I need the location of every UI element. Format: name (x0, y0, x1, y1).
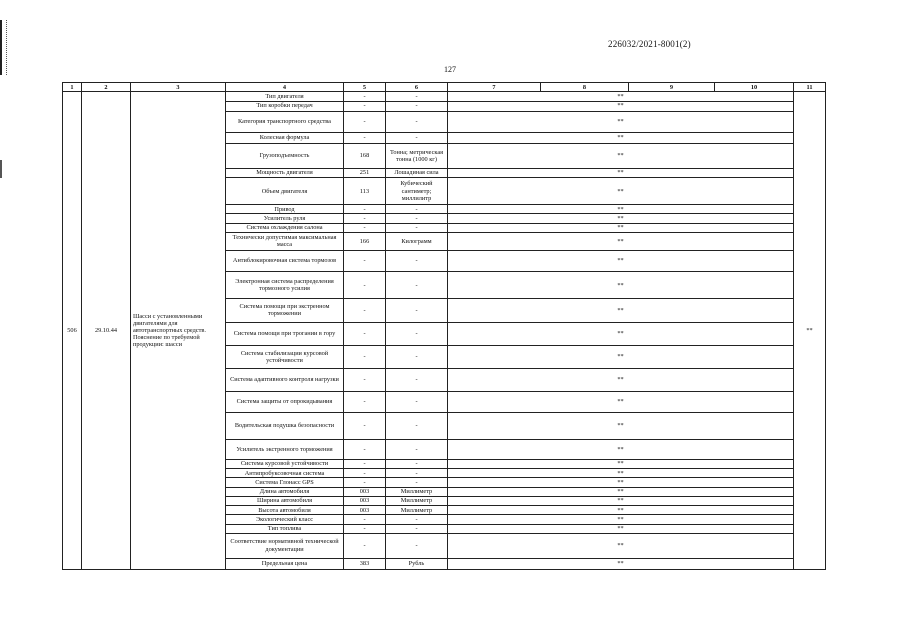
characteristic-unit: - (386, 469, 448, 478)
characteristic-unit: Тонна; метрическая тонна (1000 кг) (386, 144, 448, 169)
characteristic-name: Тип двигателя (226, 92, 344, 101)
characteristic-value: - (344, 299, 386, 323)
column-header-7: 7 (448, 83, 541, 92)
characteristic-mark: ** (448, 178, 794, 205)
characteristic-mark: ** (448, 322, 794, 346)
characteristic-mark: ** (448, 168, 794, 177)
characteristic-name: Соответствие нормативной технической документации (226, 533, 344, 558)
characteristic-mark: ** (448, 478, 794, 487)
characteristic-name: Тип коробки передач (226, 101, 344, 111)
characteristic-name: Водительская подушка безопасности (226, 412, 344, 439)
characteristic-name: Объем двигателя (226, 178, 344, 205)
characteristic-value: 166 (344, 232, 386, 250)
column-header-11: 11 (794, 83, 826, 92)
characteristic-unit: Лошадиная сила (386, 168, 448, 177)
characteristic-mark: ** (448, 111, 794, 132)
characteristic-mark: ** (448, 214, 794, 223)
characteristic-value: 383 (344, 558, 386, 569)
characteristic-unit: - (386, 214, 448, 223)
characteristic-unit: - (386, 459, 448, 468)
characteristic-unit: Килограмм (386, 232, 448, 250)
characteristic-unit: - (386, 322, 448, 346)
column-header-4: 4 (226, 83, 344, 92)
characteristic-unit: Рубль (386, 558, 448, 569)
characteristic-mark: ** (448, 469, 794, 478)
characteristic-value: - (344, 223, 386, 232)
characteristic-value: 003 (344, 506, 386, 515)
characteristic-mark: ** (448, 250, 794, 271)
characteristic-value: - (344, 515, 386, 524)
characteristic-name: Категория транспортного средства (226, 111, 344, 132)
characteristic-unit: - (386, 346, 448, 368)
characteristic-name: Длина автомобиля (226, 487, 344, 496)
header-row (63, 83, 826, 92)
column-header-9: 9 (629, 83, 715, 92)
characteristic-name: Усилитель руля (226, 214, 344, 223)
characteristic-value: - (344, 533, 386, 558)
column-header-8: 8 (541, 83, 629, 92)
characteristic-unit: - (386, 205, 448, 214)
characteristic-mark: ** (448, 558, 794, 569)
characteristic-name: Предельная цена (226, 558, 344, 569)
characteristic-value: - (344, 272, 386, 299)
characteristic-value: - (344, 92, 386, 101)
characteristic-unit: - (386, 412, 448, 439)
characteristic-name: Система охлаждения салона (226, 223, 344, 232)
characteristic-unit: - (386, 515, 448, 524)
characteristic-mark: ** (448, 496, 794, 505)
characteristic-unit: - (386, 439, 448, 459)
scan-edge-mark (0, 20, 7, 75)
characteristic-name: Тип топлива (226, 524, 344, 533)
characteristic-value: - (344, 412, 386, 439)
characteristic-mark: ** (448, 232, 794, 250)
characteristic-mark: ** (448, 272, 794, 299)
characteristic-unit: - (386, 101, 448, 111)
column-header-3: 3 (131, 83, 226, 92)
column-header-6: 6 (386, 83, 448, 92)
characteristic-mark: ** (448, 487, 794, 496)
characteristic-name: Экологический класс (226, 515, 344, 524)
characteristic-unit: - (386, 533, 448, 558)
characteristic-mark: ** (448, 299, 794, 323)
characteristic-mark: ** (448, 515, 794, 524)
characteristic-value: - (344, 205, 386, 214)
characteristic-name: Антиблокировочная система тормозов (226, 250, 344, 271)
characteristic-name: Мощность двигателя (226, 168, 344, 177)
characteristic-unit: Кубический сантиметр; миллилитр (386, 178, 448, 205)
characteristic-unit: - (386, 368, 448, 392)
characteristic-name: Система Глонасс GPS (226, 478, 344, 487)
characteristic-mark: ** (448, 524, 794, 533)
characteristic-unit: - (386, 272, 448, 299)
characteristic-mark: ** (448, 223, 794, 232)
characteristic-value: 003 (344, 487, 386, 496)
characteristic-name: Антипробуксовочная система (226, 469, 344, 478)
column-header-10: 10 (715, 83, 794, 92)
column-header-5: 5 (344, 83, 386, 92)
scan-edge-mark (0, 160, 2, 178)
characteristic-mark: ** (448, 392, 794, 412)
item-code-cell: 29.10.44 (82, 92, 131, 570)
characteristic-mark: ** (448, 506, 794, 515)
characteristic-unit: - (386, 92, 448, 101)
characteristic-value: - (344, 322, 386, 346)
column-header-2: 2 (82, 83, 131, 92)
characteristic-mark: ** (448, 346, 794, 368)
characteristic-value: - (344, 346, 386, 368)
characteristic-name: Колесная формула (226, 132, 344, 143)
column-11-cell: ** (794, 92, 826, 570)
specification-table (62, 82, 826, 570)
column-header-1: 1 (63, 83, 82, 92)
characteristic-mark: ** (448, 144, 794, 169)
characteristic-value: - (344, 469, 386, 478)
item-number-cell: 506 (63, 92, 82, 570)
characteristic-unit: - (386, 111, 448, 132)
characteristic-unit: Миллиметр (386, 496, 448, 505)
characteristic-unit: - (386, 524, 448, 533)
characteristic-value: - (344, 459, 386, 468)
characteristic-unit: - (386, 299, 448, 323)
characteristic-name: Грузоподъемность (226, 144, 344, 169)
characteristic-unit: - (386, 132, 448, 143)
characteristic-value: - (344, 524, 386, 533)
characteristic-mark: ** (448, 439, 794, 459)
characteristic-mark: ** (448, 92, 794, 101)
characteristic-name: Система помощи при трогании в гору (226, 322, 344, 346)
page-number: 127 (444, 65, 456, 74)
item-name-cell: Шасси с установленными двигателями для автотранспортных средств. Пояснение по требуемой продукции: шасси (131, 92, 226, 570)
characteristic-name: Система стабилизации курсовой устойчивости (226, 346, 344, 368)
characteristic-mark: ** (448, 101, 794, 111)
characteristic-name: Высота автомобиля (226, 506, 344, 515)
characteristic-unit: Миллиметр (386, 487, 448, 496)
characteristic-unit: - (386, 478, 448, 487)
characteristic-value: - (344, 101, 386, 111)
characteristic-value: - (344, 111, 386, 132)
characteristic-mark: ** (448, 533, 794, 558)
characteristic-name: Усилитель экстренного торможения (226, 439, 344, 459)
characteristic-unit: - (386, 392, 448, 412)
characteristic-value: 168 (344, 144, 386, 169)
characteristic-name: Система защиты от опрокидывания (226, 392, 344, 412)
characteristic-mark: ** (448, 132, 794, 143)
characteristic-name: Электронная система распределения тормозного усилия (226, 272, 344, 299)
characteristic-name: Система адаптивного контроля нагрузки (226, 368, 344, 392)
characteristic-unit: - (386, 250, 448, 271)
characteristic-name: Система курсовой устойчивости (226, 459, 344, 468)
characteristic-name: Технически допустимая максимальная масса (226, 232, 344, 250)
document-number: 226032/2021-8001(2) (608, 39, 691, 49)
characteristic-value: - (344, 478, 386, 487)
characteristic-mark: ** (448, 459, 794, 468)
characteristic-name: Привод (226, 205, 344, 214)
characteristic-value: 003 (344, 496, 386, 505)
characteristic-value: - (344, 368, 386, 392)
characteristic-mark: ** (448, 412, 794, 439)
characteristic-name: Ширина автомобиля (226, 496, 344, 505)
characteristic-value: - (344, 214, 386, 223)
characteristic-mark: ** (448, 205, 794, 214)
characteristic-unit: Миллиметр (386, 506, 448, 515)
table-row (63, 92, 826, 101)
characteristic-value: - (344, 250, 386, 271)
characteristic-unit: - (386, 223, 448, 232)
characteristic-name: Система помощи при экстренном торможении (226, 299, 344, 323)
characteristic-value: - (344, 439, 386, 459)
characteristic-value: - (344, 132, 386, 143)
characteristic-value: - (344, 392, 386, 412)
characteristic-value: 113 (344, 178, 386, 205)
characteristic-mark: ** (448, 368, 794, 392)
characteristic-value: 251 (344, 168, 386, 177)
